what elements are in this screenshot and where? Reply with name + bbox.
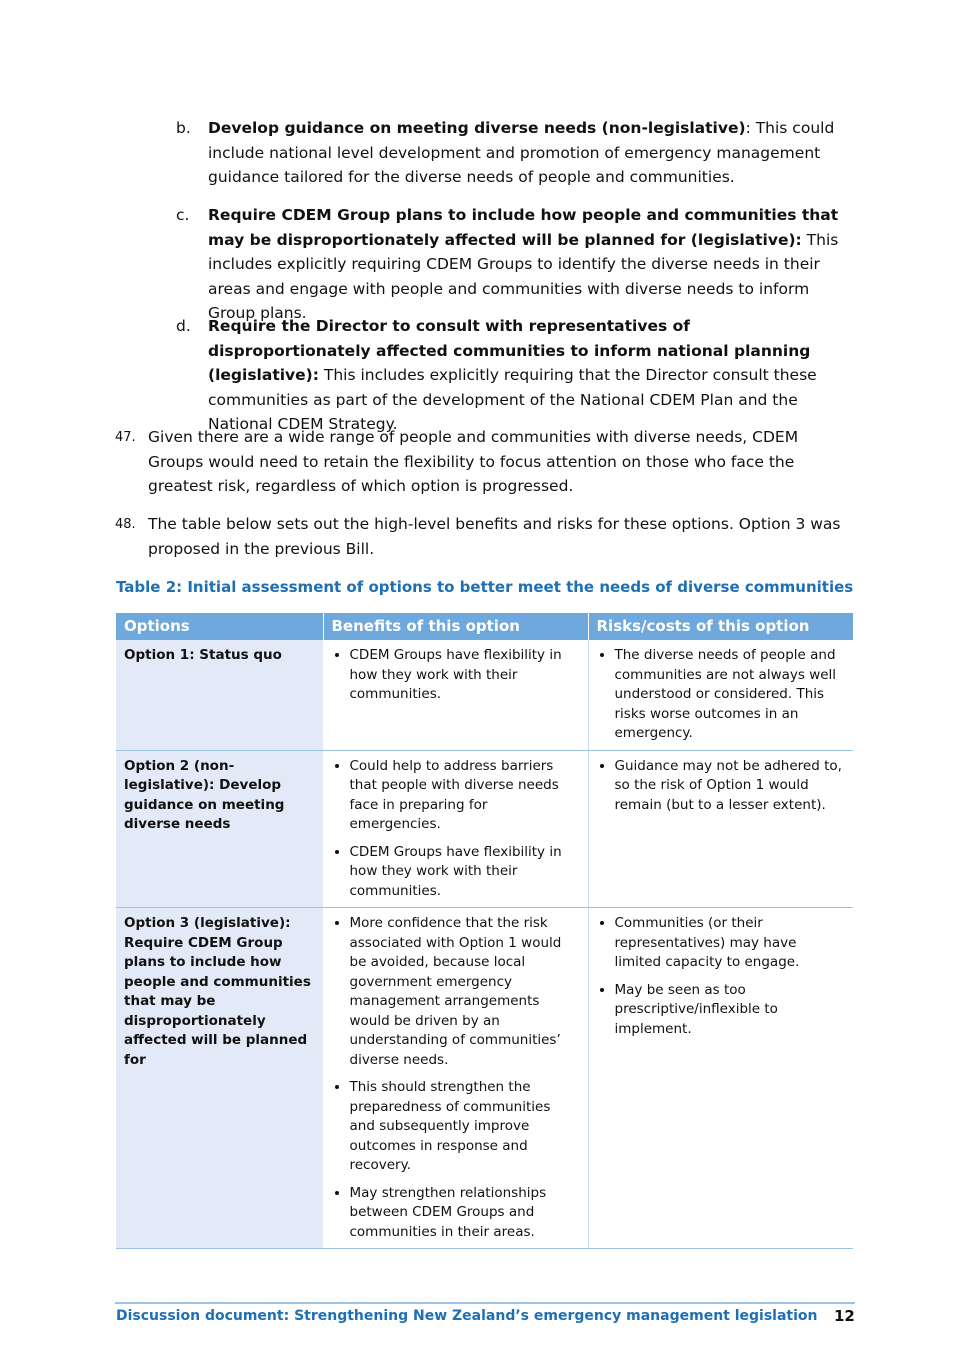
risk-item: • May be seen as too prescriptive/inflexible to implement. xyxy=(615,981,846,1040)
option-cell: Option 2 (non-legislative): Develop guidance on meeting diverse needs xyxy=(116,750,323,908)
list-item-text: : This could include national level development and promotion of emergency management guidance tailored for the diverse needs of people and communities. xyxy=(208,119,835,186)
benefit-item: • May strengthen relationships between CDEM Groups and communities in their areas. xyxy=(350,1184,580,1243)
paragraph-number: 47. xyxy=(115,430,136,445)
table-caption: Table 2: Initial assessment of options to better meet the needs of diverse communities xyxy=(116,578,854,596)
list-letter: b. xyxy=(176,119,191,137)
benefits-cell xyxy=(323,908,588,1249)
list-letter: c. xyxy=(176,206,190,224)
list-item-heading: Require the Director to consult with representatives of disproportionately affected communities to inform national planning (legislative): xyxy=(208,317,811,384)
table-row xyxy=(116,908,853,1249)
list-item-text: This includes explicitly requiring that the Director consult these communities as part of the development of the National CDEM Plan and the National CDEM Strategy. xyxy=(208,366,817,433)
list-item-c xyxy=(176,203,856,326)
risk-item: • Guidance may not be adhered to, so the risk of Option 1 would remain (but to a lesser extent). xyxy=(615,757,846,816)
footer-divider xyxy=(115,1302,855,1304)
paragraph-text: The table below sets out the high-level benefits and risks for these options. Option 3 was proposed in the previous Bill. xyxy=(148,515,841,558)
risks-cell xyxy=(588,908,853,1249)
benefit-item: • More confidence that the risk associated with Option 1 would be avoided, because local government emergency management arrangements would be driven by an understanding of communities’ diverse needs. xyxy=(350,914,580,1070)
list-item-heading: Develop guidance on meeting diverse needs (non-legislative) xyxy=(208,119,746,137)
footer-title: Discussion document: Strengthening New Zealand’s emergency management legislation xyxy=(116,1308,818,1324)
benefit-item: • CDEM Groups have flexibility in how they work with their communities. xyxy=(350,646,580,705)
header-benefits: Benefits of this option xyxy=(323,613,588,640)
option-cell: Option 1: Status quo xyxy=(116,640,323,750)
list-item-text: This includes explicitly requiring CDEM Groups to identify the diverse needs in their areas and engage with people and communities with diverse needs to inform Group plans. xyxy=(208,230,839,322)
page-number: 12 xyxy=(834,1307,855,1325)
table-header-row xyxy=(116,613,853,640)
list-item-d xyxy=(176,314,856,437)
options-table xyxy=(116,613,853,1249)
benefits-cell xyxy=(323,750,588,908)
list-letter: d. xyxy=(176,317,191,335)
paragraph-47 xyxy=(115,425,855,499)
benefits-cell xyxy=(323,640,588,750)
list-item-heading: Require CDEM Group plans to include how people and communities that may be disproportionately affected will be planned for (legislative): xyxy=(208,206,839,249)
header-risks: Risks/costs of this option xyxy=(588,613,853,640)
benefit-item: • Could help to address barriers that people with diverse needs face in preparing for emergencies. xyxy=(350,757,580,835)
paragraph-number: 48. xyxy=(115,517,136,532)
benefit-item: • This should strengthen the preparedness of communities and subsequently improve outcomes in response and recovery. xyxy=(350,1078,580,1176)
risks-cell xyxy=(588,750,853,908)
list-item-b xyxy=(176,116,856,190)
risk-item: • The diverse needs of people and communities are not always well understood or considered. This risks worse outcomes in an emergency. xyxy=(615,646,846,744)
table-row xyxy=(116,750,853,908)
risk-item: • Communities (or their representatives) may have limited capacity to engage. xyxy=(615,914,846,973)
option-cell: Option 3 (legislative): Require CDEM Group plans to include how people and communities that may be disproportionately affected will be planned for xyxy=(116,908,323,1249)
paragraph-48 xyxy=(115,512,855,561)
paragraph-text: Given there are a wide range of people and communities with diverse needs, CDEM Groups would need to retain the flexibility to focus attention on those who face the greatest risk, regardless of which option is progressed. xyxy=(148,428,799,495)
header-options: Options xyxy=(116,613,323,640)
risks-cell xyxy=(588,640,853,750)
benefit-item: • CDEM Groups have flexibility in how they work with their communities. xyxy=(350,843,580,902)
table-row xyxy=(116,640,853,750)
